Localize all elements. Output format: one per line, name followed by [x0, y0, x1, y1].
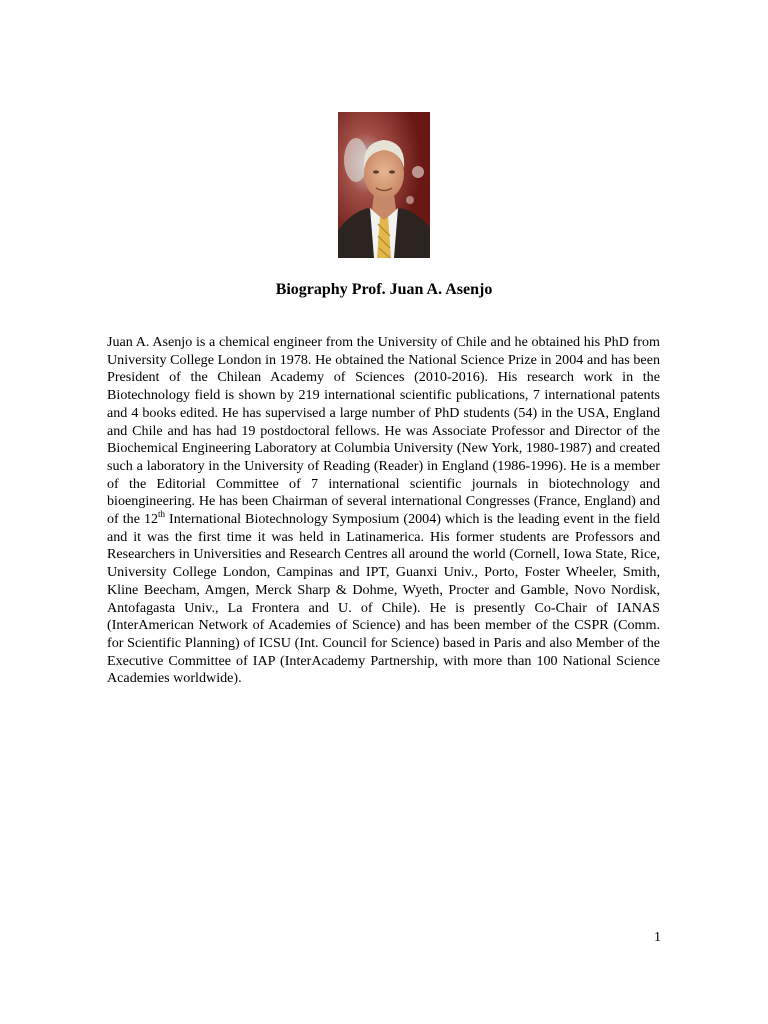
- page-number: 1: [654, 930, 661, 945]
- portrait-illustration: [338, 112, 430, 258]
- page-title: Biography Prof. Juan A. Asenjo: [275, 281, 493, 298]
- biography-paragraph: [107, 334, 660, 688]
- biography-text-part-1: Juan A. Asenjo is a chemical engineer from the University of Chile and he obtained his PhD from University College London in 1978. He obtained the National Science Prize in 2004 and has been President of the Chilean Academy of Sciences (2010-2016). His research work in the Biotechnology field is shown by 219 international scientific publications, 7 international patents and 4 books edited. He has supervised a large number of PhD students (54) in the USA, England and Chile and has had 19 postdoctoral fellows. He was Associate Professor and Director of the Biochemical Engineering Laboratory at Columbia University (New York, 1980-1987) and created such a laboratory in the University of Reading (Reader) in England (1986-1996). He is a member of the Editorial Committee of 7 international scientific journals in biotechnology and bioengineering. He has been Chairman of several international Congresses (France, England) and of the 12: [107, 334, 660, 528]
- portrait-photo: [338, 112, 430, 258]
- biography-text-part-2: International Biotechnology Symposium (2004) which is the leading event in the field and it was the first time it was held in Latinamerica. His former students are Professors and Researchers in Universities and Research Centres all around the world (Cornell, Iowa State, Rice, University College London, Campinas and IPT, Guanxi Univ., Porto, Foster Wheeler, Smith, Kline Beecham, Amgen, Merck Sharp & Dohme, Wyeth, Procter and Gamble, Novo Nordisk, Antofagasta Univ., La Frontera and U. of Chile). He is presently Co-Chair of IANAS (InterAmerican Network of Academies of Science) and has been member of the CSPR (Comm. for Scientific Planning) of ICSU (Int. Council for Science) based in Paris and also Member of the Executive Committee of IAP (InterAcademy Partnership, with more than 100 National Science Academies worldwide).: [107, 511, 660, 687]
- ordinal-superscript: th: [158, 509, 166, 520]
